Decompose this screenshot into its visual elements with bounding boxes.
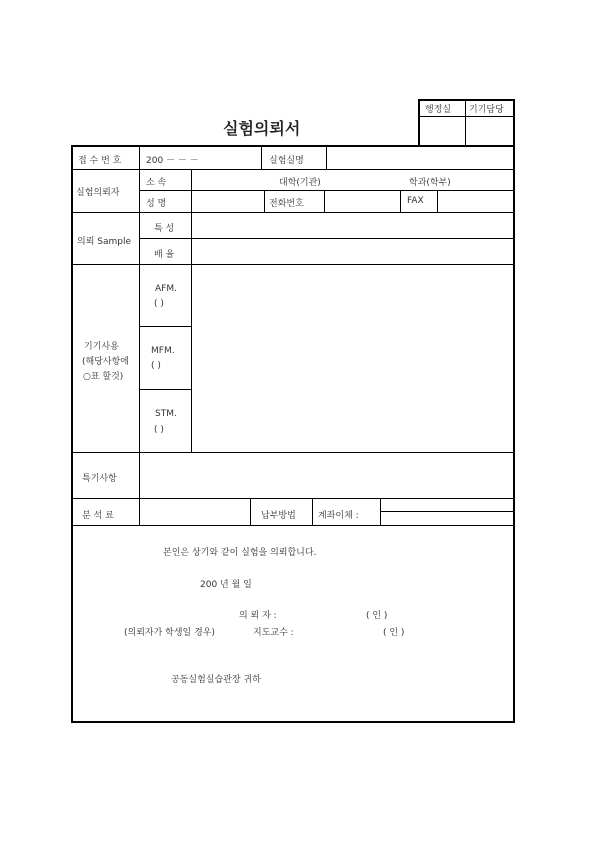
name-label: 성 명: [146, 199, 167, 209]
notes-field[interactable]: [141, 454, 512, 497]
fax-label: FAX: [407, 196, 424, 206]
requester-signature-label: 의 뢰 자 :: [239, 611, 277, 621]
advisor-seal[interactable]: ( 인 ): [383, 628, 405, 638]
composition-label: 배 율: [154, 250, 175, 260]
payment-method-label: 납부방법: [261, 511, 296, 521]
receipt-number-label: 접 수 번 호: [78, 156, 122, 166]
affiliation-label: 소 속: [146, 178, 167, 188]
fee-field[interactable]: [141, 500, 249, 524]
lab-name-field[interactable]: [328, 147, 512, 168]
equipment-label-line2: (해당사항에: [82, 357, 129, 367]
advisor-signature-label: 지도교수 :: [253, 628, 294, 638]
university-text: 대학(기관): [279, 178, 321, 188]
approval-equipment-label: 기기담당: [469, 105, 504, 115]
requester-seal[interactable]: ( 인 ): [366, 611, 388, 621]
composition-field[interactable]: [193, 240, 512, 263]
name-field[interactable]: [193, 191, 263, 211]
lab-name-label: 실험실명: [269, 156, 304, 166]
equipment-details-field[interactable]: [193, 266, 512, 451]
sample-label: 의뢰 Sample: [77, 237, 131, 247]
phone-field[interactable]: [326, 191, 399, 211]
bank-transfer-label: 계좌이체 :: [318, 511, 359, 521]
mfm-check[interactable]: ( ): [151, 361, 161, 371]
property-label: 특 성: [154, 224, 175, 234]
mfm-label: MFM.: [151, 346, 175, 356]
stm-label: STM.: [155, 409, 177, 419]
department-text: 학과(학부): [409, 178, 451, 188]
equipment-label-line1: 기기사용: [84, 342, 119, 352]
fax-field[interactable]: [439, 191, 512, 211]
afm-check[interactable]: ( ): [154, 299, 164, 309]
approval-admin-label: 행정실: [425, 105, 452, 115]
requester-label: 실험의뢰자: [76, 188, 120, 198]
receipt-number-value[interactable]: 200 － － －: [146, 156, 199, 166]
request-statement: 본인은 상기와 같이 실험을 의뢰합니다.: [163, 548, 317, 558]
date-line[interactable]: 200 년 월 일: [200, 580, 252, 590]
afm-label: AFM.: [155, 284, 177, 294]
student-case-note: (의뢰자가 학생일 경우): [124, 628, 215, 638]
stm-check[interactable]: ( ): [154, 425, 164, 435]
fee-label: 분 석 료: [82, 511, 114, 521]
page-title: 실험의뢰서: [223, 119, 301, 138]
property-field[interactable]: [193, 214, 512, 237]
notes-label: 특기사항: [82, 474, 117, 484]
equipment-label-line3: ○표 할것): [83, 372, 124, 382]
addressee-line: 공동실험실습관장 귀하: [171, 675, 261, 685]
phone-label: 전화번호: [269, 199, 304, 209]
